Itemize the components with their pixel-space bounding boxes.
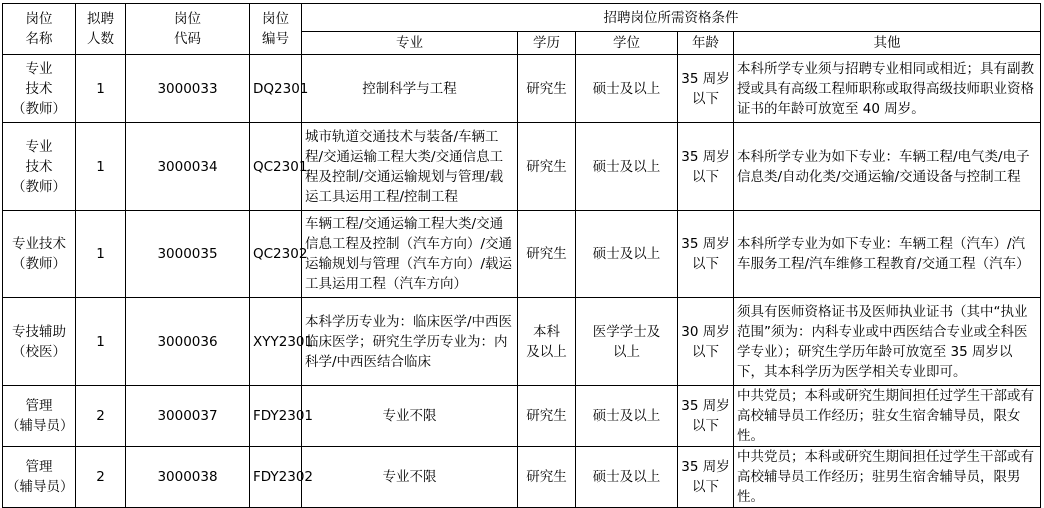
header-major: 专业 xyxy=(302,32,518,55)
cell-position-name: 专业技术 （教师） xyxy=(3,211,76,298)
cell-education: 研究生 xyxy=(518,55,576,123)
cell-degree: 硕士及以上 xyxy=(576,55,678,123)
cell-age: 30 周岁 以下 xyxy=(678,298,734,386)
cell-other: 中共党员；本科或研究生期间担任过学生干部或有高校辅导员工作经历；驻男生宿舍辅导员，限男性。 xyxy=(734,447,1041,508)
cell-degree: 硕士及以上 xyxy=(576,447,678,508)
cell-age: 35 周岁 以下 xyxy=(678,123,734,211)
cell-position-code: 3000035 xyxy=(126,211,250,298)
cell-hire-count: 1 xyxy=(76,123,126,211)
header-age: 年龄 xyxy=(678,32,734,55)
header-position-code: 岗位 代码 xyxy=(126,4,250,55)
cell-age: 35 周岁 以下 xyxy=(678,211,734,298)
cell-position-name: 专技辅助 （校医） xyxy=(3,298,76,386)
recruitment-table xyxy=(2,3,1041,508)
header-other: 其他 xyxy=(734,32,1041,55)
header-position-number: 岗位 编号 xyxy=(250,4,302,55)
header-education: 学历 xyxy=(518,32,576,55)
cell-degree: 硕士及以上 xyxy=(576,211,678,298)
cell-age: 35 周岁 以下 xyxy=(678,447,734,508)
cell-position-name: 管理 （辅导员） xyxy=(3,386,76,447)
cell-major: 本科学历专业为：临床医学/中西医临床医学；研究生学历专业为：内科学/中西医结合临床 xyxy=(302,298,518,386)
table-row xyxy=(3,298,1041,386)
cell-position-code: 3000034 xyxy=(126,123,250,211)
cell-position-code: 3000033 xyxy=(126,55,250,123)
cell-education: 研究生 xyxy=(518,123,576,211)
cell-major: 控制科学与工程 xyxy=(302,55,518,123)
cell-hire-count: 1 xyxy=(76,55,126,123)
cell-hire-count: 2 xyxy=(76,386,126,447)
cell-degree: 医学学士及 以上 xyxy=(576,298,678,386)
cell-position-name: 管理 （辅导员） xyxy=(3,447,76,508)
cell-other: 本科所学专业须与招聘专业相同或相近；具有副教授或具有高级工程师职称或取得高级技师职业资格证书的年龄可放宽至 40 周岁。 xyxy=(734,55,1041,123)
cell-education: 研究生 xyxy=(518,386,576,447)
header-hire-count: 拟聘 人数 xyxy=(76,4,126,55)
cell-education: 本科 及以上 xyxy=(518,298,576,386)
cell-degree: 硕士及以上 xyxy=(576,123,678,211)
cell-position-code: 3000036 xyxy=(126,298,250,386)
header-degree: 学位 xyxy=(576,32,678,55)
cell-hire-count: 1 xyxy=(76,298,126,386)
cell-age: 35 周岁 以下 xyxy=(678,55,734,123)
table-row xyxy=(3,123,1041,211)
table-row xyxy=(3,386,1041,447)
header-position-name: 岗位 名称 xyxy=(3,4,76,55)
cell-position-number: DQ2301 xyxy=(250,55,302,123)
cell-other: 中共党员；本科或研究生期间担任过学生干部或有高校辅导员工作经历；驻女生宿舍辅导员，限女性。 xyxy=(734,386,1041,447)
cell-other: 须具有医师资格证书及医师执业证书（其中“执业范围”须为：内科专业或中西医结合专业或全科医学专业）；研究生学历年龄可放宽至 35 周岁以下，其本科学历为医学相关专业即可。 xyxy=(734,298,1041,386)
cell-position-number: XYY2301 xyxy=(250,298,302,386)
table-row xyxy=(3,447,1041,508)
table-row xyxy=(3,55,1041,123)
cell-position-number: QC2301 xyxy=(250,123,302,211)
cell-position-code: 3000037 xyxy=(126,386,250,447)
cell-major: 专业不限 xyxy=(302,447,518,508)
cell-age: 35 周岁 以下 xyxy=(678,386,734,447)
cell-position-name: 专业 技术 （教师） xyxy=(3,55,76,123)
cell-education: 研究生 xyxy=(518,211,576,298)
header-row-top xyxy=(3,4,1041,32)
cell-major: 城市轨道交通技术与装备/车辆工程/交通运输工程大类/交通信息工程及控制/交通运输规划与管理/载运工具运用工程/控制工程 xyxy=(302,123,518,211)
cell-degree: 硕士及以上 xyxy=(576,386,678,447)
cell-education: 研究生 xyxy=(518,447,576,508)
cell-other: 本科所学专业为如下专业：车辆工程（汽车）/汽车服务工程/汽车维修工程教育/交通工程（汽车） xyxy=(734,211,1041,298)
cell-major: 专业不限 xyxy=(302,386,518,447)
cell-position-code: 3000038 xyxy=(126,447,250,508)
cell-position-number: FDY2302 xyxy=(250,447,302,508)
cell-position-number: FDY2301 xyxy=(250,386,302,447)
cell-hire-count: 2 xyxy=(76,447,126,508)
cell-hire-count: 1 xyxy=(76,211,126,298)
header-qualifications: 招聘岗位所需资格条件 xyxy=(302,4,1041,32)
cell-major: 车辆工程/交通运输工程大类/交通信息工程及控制（汽车方向）/交通运输规划与管理（汽车方向）/载运工具运用工程（汽车方向） xyxy=(302,211,518,298)
cell-other: 本科所学专业为如下专业：车辆工程/电气类/电子信息类/自动化类/交通运输/交通设备与控制工程 xyxy=(734,123,1041,211)
cell-position-name: 专业 技术 （教师） xyxy=(3,123,76,211)
cell-position-number: QC2302 xyxy=(250,211,302,298)
table-row xyxy=(3,211,1041,298)
